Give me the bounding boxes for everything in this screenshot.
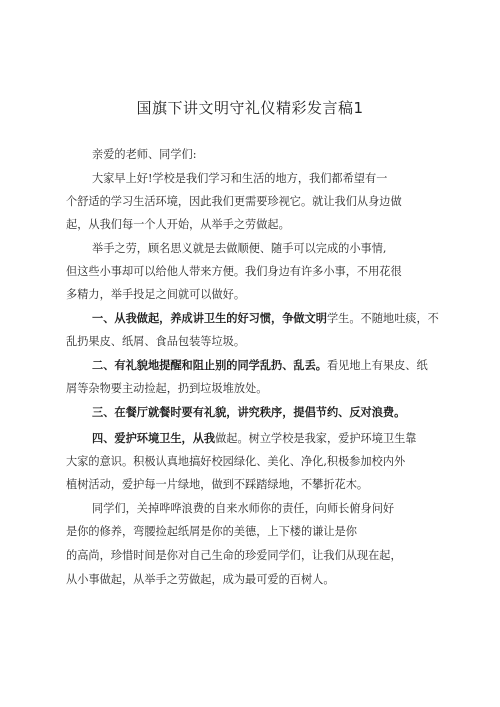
section-2-text: 看见地上有果皮、纸 [326, 359, 428, 372]
paragraph-line: 大家的意识。积极认真地搞好校园绿化、美化、净化,积极参加校内外 [66, 455, 406, 468]
paragraph-line: 大家早上好!学校是我们学习和生活的地方，我们都希望有一 [92, 172, 388, 185]
section-3-line [92, 404, 405, 420]
section-2-heading: 二、有礼貌地提醒和阻止别的同学乱扔、乱丢。 [92, 359, 327, 372]
paragraph-line: 个舒适的学习生活环境，因此我们更需要珍视它。就让我们从身边做 [66, 195, 402, 208]
section-4-text: 做起。树立学校是我家，爱护环境卫生靠 [215, 432, 417, 445]
paragraph-line: 是你的修养，弯腰捡起纸屑是你的美德，上下楼的谦让是你 [66, 525, 357, 538]
section-2-line [92, 357, 428, 373]
section-4-line [92, 430, 416, 446]
paragraph-line: 植树活动，爱护每一片绿地，做到不踩踏绿地，不攀折花木。 [66, 478, 369, 491]
paragraph-line: 的高尚，珍惜时间是你对自己生命的珍爱同学们，让我们从现在起， [66, 549, 402, 562]
section-1-text: 学生。不随地吐痰，不 [326, 312, 439, 325]
section-1-line [92, 310, 439, 326]
paragraph-line: 多精力，举手投足之间就可以做好。 [66, 288, 246, 301]
section-3-heading: 三、在餐厅就餐时要有礼貌，讲究秩序，提倡节约、反对浪费。 [92, 406, 406, 419]
paragraph-line: 但这些小事却可以给他人带来方便。我们身边有许多小事，不用花很 [66, 265, 402, 278]
paragraph-line: 乱扔果皮、纸屑、食品包装等垃圾。 [66, 335, 246, 348]
greeting: 亲爱的老师、同学们: [92, 148, 197, 161]
paragraph-line: 从小事做起，从举手之劳做起，成为最可爱的百树人。 [66, 573, 335, 586]
paragraph-line: 举手之劳，顾名思义就是去做顺便、随手可以完成的小事情, [92, 242, 387, 255]
paragraph-line: 屑等杂物要主动捡起，扔到垃圾堆放处。 [66, 382, 268, 395]
paragraph-line: 同学们，关掉哗哗浪费的自来水师你的责任，向师长俯身问好 [92, 502, 395, 515]
section-4-heading: 四、爱护环境卫生，从我 [92, 432, 216, 445]
paragraph-line: 起，从我们每一个人开始，从举手之劳做起。 [66, 218, 290, 231]
document-title: 国旗下讲文明守礼仪精彩发言稿1 [136, 99, 364, 117]
section-1-heading: 一、从我做起，养成讲卫生的好习惯，争做文明 [92, 312, 327, 325]
